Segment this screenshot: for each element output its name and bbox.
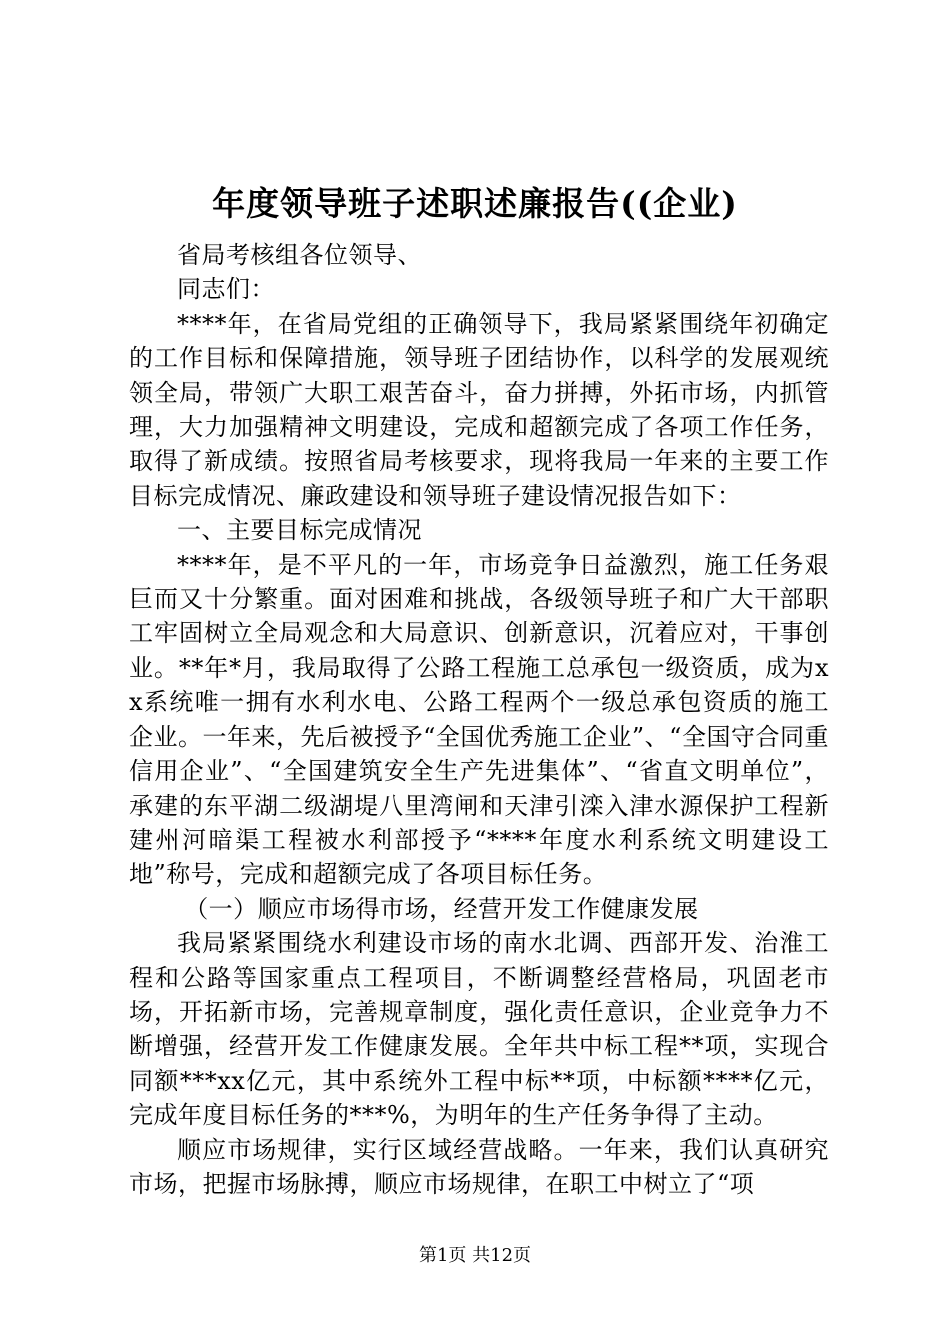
- page-number-footer: 第1页 共12页: [418, 1245, 532, 1266]
- subsection-heading: （一）顺应市场得市场，经营开发工作健康发展: [184, 894, 699, 923]
- salutation-line-1: 省局考核组各位领导、: [177, 241, 422, 269]
- body-paragraph: ****年，在省局党组的正确领导下，我局紧紧围绕年初确定的工作目标和保障措施，领导班子团结协作，以科学的发展观统领全局，带领广大职工艰苦奋斗，奋力拼搏，外拓市场，内抓管理，大力加强精神文明建设，完成和超额完成了各项工作任务，取得了新成绩。按照省局考核要求，现将我局一年来的主要工作目标完成情况、廉政建设和领导班子建设情况报告如下：: [129, 309, 829, 510]
- document-title: 年度领导班子述职述廉报告((企业): [212, 184, 738, 223]
- salutation-line-2: 同志们：: [177, 275, 275, 304]
- body-paragraph: ****年，是不平凡的一年，市场竞争日益激烈，施工任务艰巨而又十分繁重。面对困难和挑战，各级领导班子和广大干部职工牢固树立全局观念和大局意识、创新意识，沉着应对，干事创业。**年*月，我局取得了公路工程施工总承包一级资质，成为xx系统唯一拥有水利水电、公路工程两个一级总承包资质的施工企业。一年来，先后被授予“全国优秀施工企业”、“全国守合同重信用企业”、“全国建筑安全生产先进集体”、“省直文明单位”，承建的东平湖二级湖堤八里湾闸和天津引滦入津水源保护工程新建州河暗渠工程被水利部授予“****年度水利系统文明建设工地”称号，完成和超额完成了各项目标任务。: [129, 550, 829, 889]
- body-paragraph: 顺应市场规律，实行区域经营战略。一年来，我们认真研究市场，把握市场脉搏，顺应市场规律，在职工中树立了“项: [129, 1135, 829, 1198]
- section-heading: 一、主要目标完成情况: [177, 516, 422, 545]
- document-body: [129, 238, 829, 1201]
- body-paragraph: 我局紧紧围绕水利建设市场的南水北调、西部开发、治淮工程和公路等国家重点工程项目，不断调整经营格局，巩固老市场，开拓新市场，完善规章制度，强化责任意识，企业竞争力不断增强，经营开发工作健康发展。全年共中标工程**项，实现合同额***xx亿元，其中系统外工程中标**项，中标额****亿元，完成年度目标任务的***%，为明年的生产任务争得了主动。: [129, 929, 829, 1130]
